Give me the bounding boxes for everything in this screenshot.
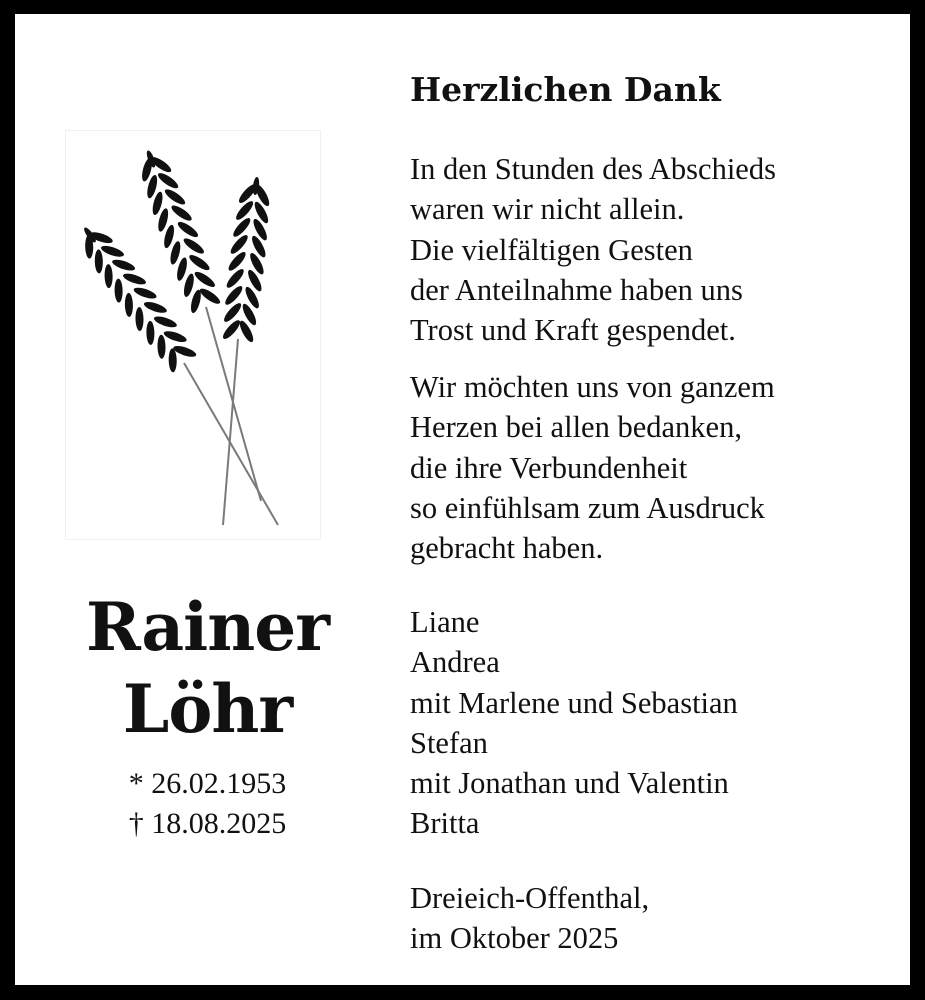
text-line: Die vielfältigen Gesten bbox=[410, 232, 693, 267]
place-and-date bbox=[410, 878, 649, 959]
family-signatures bbox=[410, 602, 738, 844]
birth-date: * 26.02.1953 bbox=[128, 767, 287, 800]
thanks-paragraph-1 bbox=[410, 149, 776, 350]
text-line: Herzen bei allen bedanken, bbox=[410, 410, 742, 445]
text-line: Trost und Kraft gespendet. bbox=[410, 313, 736, 348]
family-member: mit Marlene und Sebastian bbox=[410, 685, 738, 720]
text-line: Wir möchten uns von ganzem bbox=[410, 370, 775, 404]
thanks-paragraph-2 bbox=[410, 367, 775, 568]
text-line: gebracht haben. bbox=[410, 531, 604, 566]
date-line: im Oktober 2025 bbox=[410, 921, 619, 956]
text-line: so einfühlsam zum Ausdruck bbox=[410, 490, 765, 525]
deceased-first-name: Rainer bbox=[86, 588, 329, 666]
death-date: † 18.08.2025 bbox=[128, 807, 287, 840]
family-member: Stefan bbox=[410, 725, 488, 760]
deceased-last-name: Löhr bbox=[122, 670, 293, 748]
obituary-card bbox=[15, 14, 910, 985]
wheat-icon bbox=[65, 130, 321, 540]
place-line: Dreieich-Offenthal, bbox=[410, 881, 650, 915]
text-line: In den Stunden des Abschieds bbox=[410, 152, 776, 186]
family-member: Liane bbox=[410, 605, 480, 639]
family-member: Britta bbox=[410, 806, 480, 841]
family-member: mit Jonathan und Valentin bbox=[410, 766, 729, 801]
text-line: der Anteilnahme haben uns bbox=[410, 272, 743, 307]
text-line: die ihre Verbundenheit bbox=[410, 450, 688, 485]
family-member: Andrea bbox=[410, 645, 500, 680]
text-line: waren wir nicht allein. bbox=[410, 192, 685, 227]
thanks-heading: Herzlichen Dank bbox=[410, 70, 721, 109]
